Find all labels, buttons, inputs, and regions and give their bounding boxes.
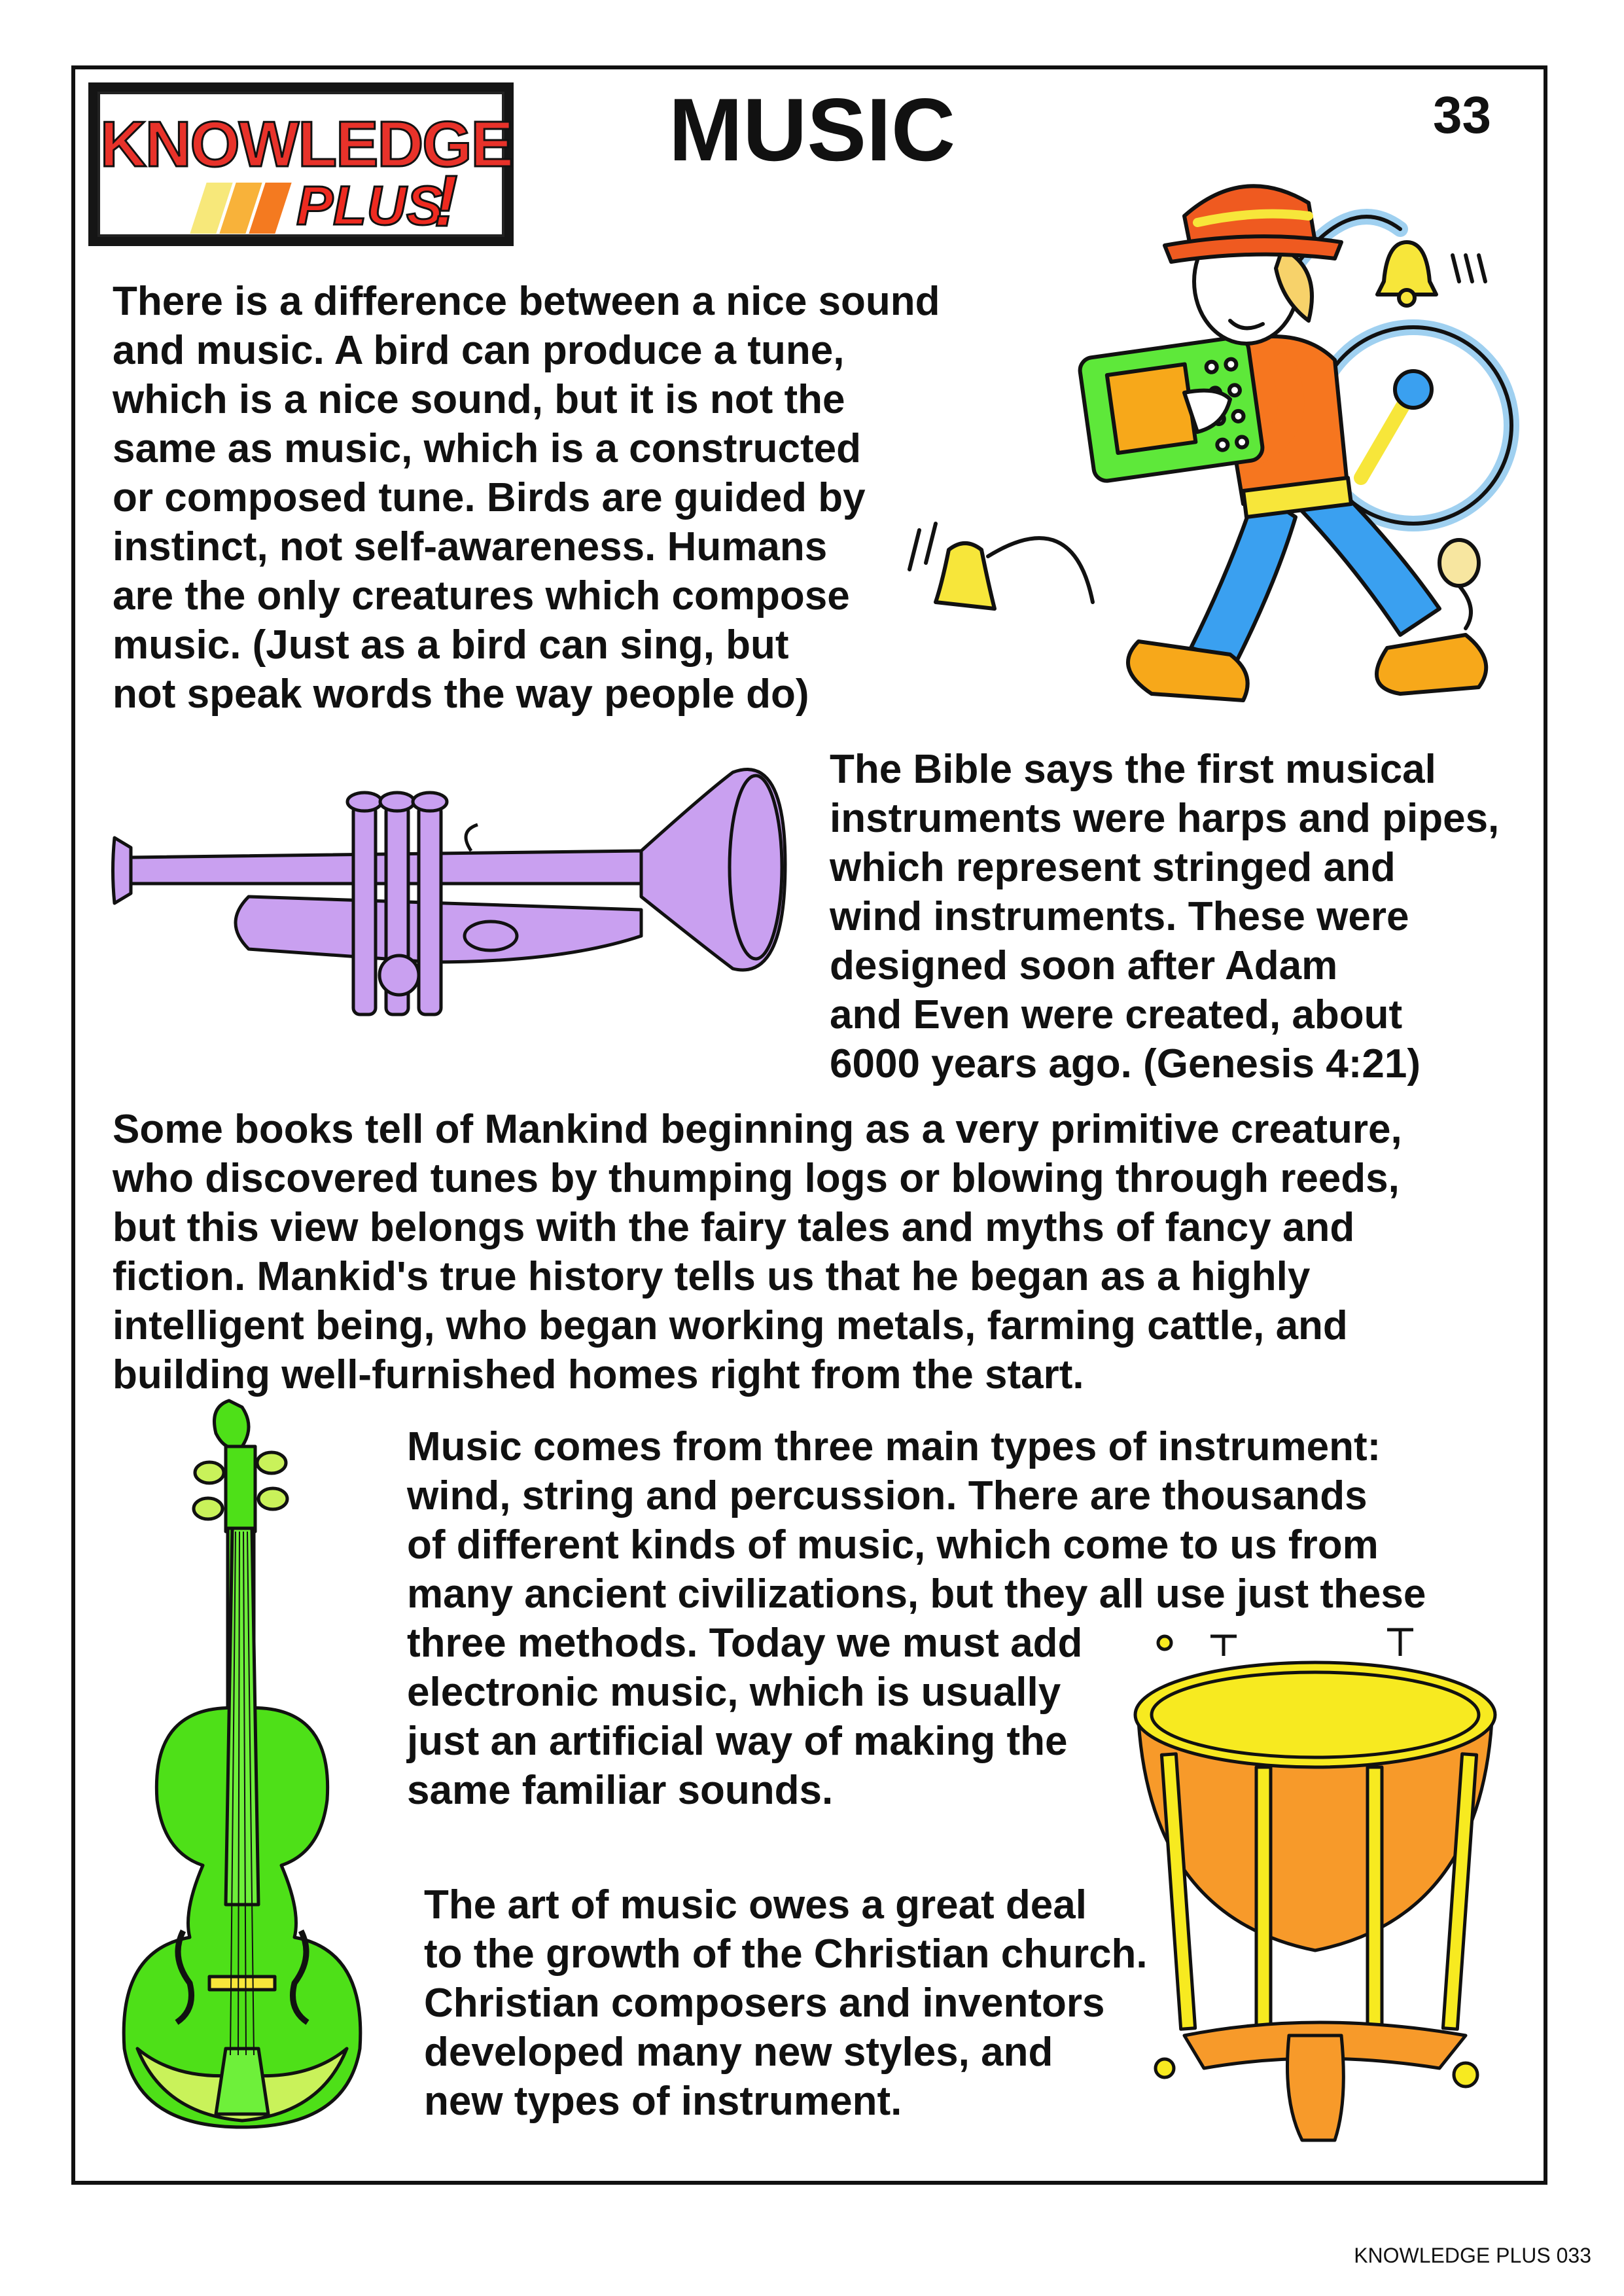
- trumpet-illustration: [105, 753, 798, 1054]
- text-line: wind instruments. These were: [830, 894, 1409, 939]
- paragraph-bible-instruments: [830, 745, 1499, 1088]
- kettledrum-illustration: [1125, 1643, 1531, 2147]
- text-line: The art of music owes a great deal: [424, 1882, 1087, 1928]
- text-line: Some books tell of Mankind beginning as a very primitive creature,: [113, 1107, 1402, 1152]
- paragraph-mankind-history: [113, 1105, 1402, 1399]
- text-line: wind, string and percussion. There are thousands: [407, 1473, 1368, 1518]
- text-line: music. (Just as a bird can sing, but: [113, 622, 789, 668]
- logo-word: KNOWLEDGE: [100, 108, 512, 180]
- paragraph-bird-vs-music: [113, 277, 940, 719]
- text-line: instinct, not self-awareness. Humans: [113, 524, 828, 569]
- text-line: which represent stringed and: [830, 845, 1396, 890]
- text-line: same familiar sounds.: [407, 1768, 834, 1813]
- text-line: same as music, which is a constructed: [113, 426, 862, 471]
- text-line: There is a difference between a nice sound: [113, 279, 940, 324]
- text-line: new types of instrument.: [424, 2079, 902, 2124]
- text-line: of different kinds of music, which come to us from: [407, 1522, 1379, 1568]
- page-title: MUSIC: [668, 80, 956, 179]
- page-footer: KNOWLEDGE PLUS 033: [1354, 2244, 1591, 2267]
- text-line: which is a nice sound, but it is not the: [113, 377, 845, 422]
- text-line: to the growth of the Christian church.: [424, 1931, 1148, 1977]
- text-line: three methods. Today we must add: [407, 1621, 1083, 1666]
- paragraph-christian-church: [424, 1880, 1148, 2126]
- text-line: are the only creatures which compose: [113, 573, 850, 619]
- text-line: many ancient civilizations, but they all use just these: [407, 1571, 1426, 1617]
- one-man-band-illustration: [890, 151, 1531, 726]
- text-line: and music. A bird can produce a tune,: [113, 328, 845, 373]
- text-line: fiction. Mankid's true history tells us that he began as a highly: [113, 1254, 1311, 1299]
- text-line: who discovered tunes by thumping logs or blowing through reeds,: [113, 1156, 1400, 1201]
- text-line: Music comes from three main types of instrument:: [407, 1424, 1381, 1469]
- text-line: not speak words the way people do): [113, 672, 809, 717]
- text-line: electronic music, which is usually: [407, 1670, 1061, 1715]
- text-line: intelligent being, who began working metals, farming cattle, and: [113, 1303, 1348, 1348]
- logo-plus: PLUS: [296, 175, 444, 236]
- violin-illustration: [111, 1394, 386, 2134]
- text-line: but this view belongs with the fairy tales and myths of fancy and: [113, 1205, 1355, 1250]
- text-line: 6000 years ago. (Genesis 4:21): [830, 1041, 1421, 1086]
- text-line: or composed tune. Birds are guided by: [113, 475, 866, 520]
- text-line: designed soon after Adam: [830, 943, 1338, 988]
- text-line: Christian composers and inventors: [424, 1981, 1105, 2026]
- text-line: just an artificial way of making the: [407, 1719, 1068, 1764]
- logo-exclamation: !: [434, 161, 458, 242]
- text-line: building well-furnished homes right from the start.: [113, 1352, 1084, 1397]
- text-line: instruments were harps and pipes,: [830, 796, 1500, 841]
- text-line: The Bible says the first musical: [830, 747, 1436, 792]
- text-line: developed many new styles, and: [424, 2030, 1053, 2075]
- page-number: 33: [1433, 86, 1491, 144]
- text-line: and Even were created, about: [830, 992, 1403, 1037]
